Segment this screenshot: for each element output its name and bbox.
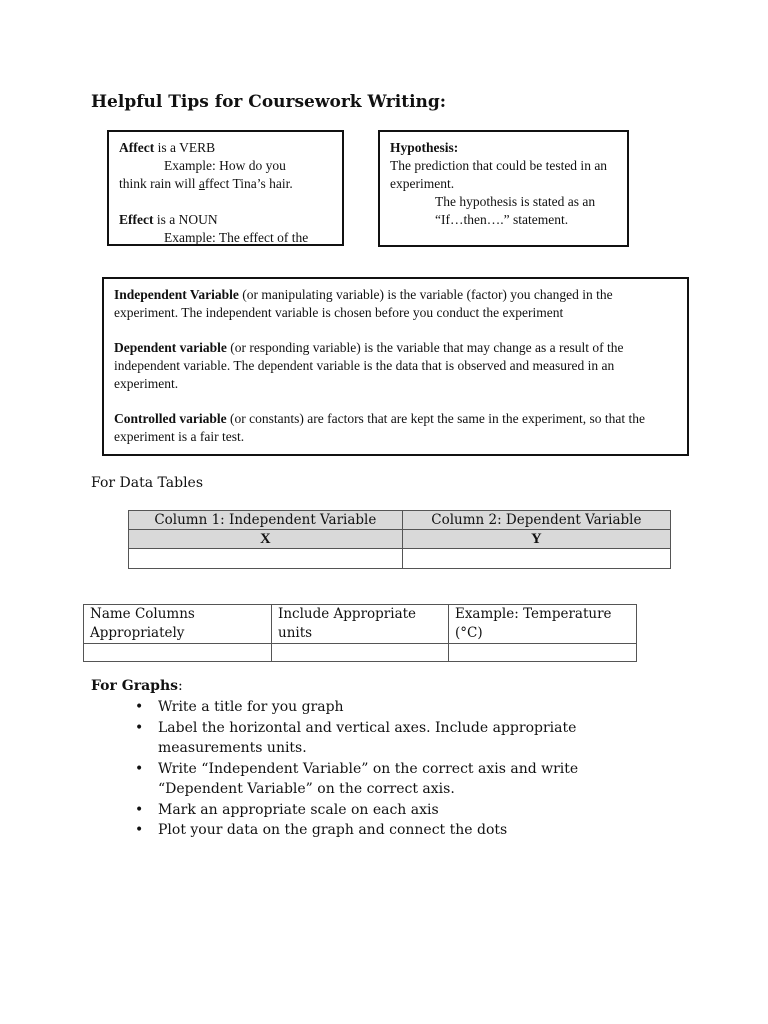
table1-empty-cell [129,549,403,569]
hypothesis-line2: The hypothesis is stated as an “If…then….” statement. [435,194,596,227]
table2-empty-cell [448,644,636,662]
affect-example-line2 [119,175,332,193]
effect-line [119,211,332,229]
graphs-heading-bold: For Graphs [91,678,179,694]
table2-include-units: Include Appropriate units [272,605,449,644]
affect-effect-box [107,130,344,246]
effect-example-line1: Example: The effect of the [164,230,309,245]
list-item-text: Plot your data on the graph and connect the dots [158,822,508,838]
affect-line [119,139,332,157]
table1-header-col1: Column 1: Independent Variable [129,511,403,530]
table1-y-cell: Y [402,530,670,549]
hypothesis-term: Hypothesis: [390,140,459,155]
affect-term: Affect [119,140,155,155]
affect-definition: is a VERB [154,140,216,155]
table2-example: Example: Temperature (°C) [448,605,636,644]
bullet-icon: • [135,822,144,838]
independent-variable-paragraph [114,286,677,322]
list-item-text: Label the horizontal and vertical axes. Include appropriate measurements units. [158,719,577,756]
graphs-heading-colon: : [178,678,183,694]
affect-example-underline: a [198,176,205,191]
list-item-text: Write “Independent Variable” on the correct axis and write “Dependent Variable” on the correct axis. [158,760,579,797]
data-table-tips [83,604,637,662]
table2-empty-cell [272,644,449,662]
list-item [135,759,635,800]
controlled-variable-paragraph [114,410,677,446]
list-item-text: Mark an appropriate scale on each axis [158,801,439,818]
page-title: Helpful Tips for Coursework Writing: [91,92,447,112]
data-table-columns [128,510,671,569]
effect-definition: is a NOUN [153,212,218,227]
hypothesis-line1: The prediction that could be tested in an experiment. [390,158,608,191]
dependent-variable-term: Dependent variable [114,340,227,355]
list-item [135,697,635,718]
controlled-variable-term: Controlled variable [114,411,227,426]
affect-example-post: ffect Tina’s hair. [204,176,293,191]
dependent-variable-paragraph [114,339,677,393]
table2-name-columns: Name Columns Appropriately [84,605,272,644]
list-item [135,718,635,759]
independent-variable-term: Independent Variable [114,287,239,302]
variables-box [102,277,689,456]
list-item-text: Write a title for you graph [158,699,344,715]
controlled-variable-text: (or constants) are factors that are kept the same in the experiment, so that the experiment is a fair test. [114,411,645,444]
effect-term: Effect [119,212,154,227]
independent-variable-text: (or manipulating variable) is the variable (factor) you changed in the experiment. The independent variable is chosen before you conduct the experiment [114,287,613,320]
bullet-icon: • [135,699,144,715]
table1-empty-cell [402,549,670,569]
bullet-icon: • [135,801,144,818]
data-tables-heading: For Data Tables [91,475,204,491]
dependent-variable-text: (or responding variable) is the variable that may change as a result of the independent variable. The dependent variable is the data that is observed and measured in an experiment. [114,340,624,391]
affect-example-pre: think rain will [119,176,199,191]
hypothesis-box [378,130,629,247]
list-item [135,820,635,841]
table1-x-cell: X [129,530,403,549]
graphs-tips-list [135,697,635,841]
bullet-icon: • [135,719,144,736]
list-item [135,800,635,821]
table2-empty-cell [84,644,272,662]
table1-header-col2: Column 2: Dependent Variable [402,511,670,530]
bullet-icon: • [135,760,144,777]
graphs-heading [91,678,183,694]
affect-example-line1: Example: How do you [164,158,286,173]
